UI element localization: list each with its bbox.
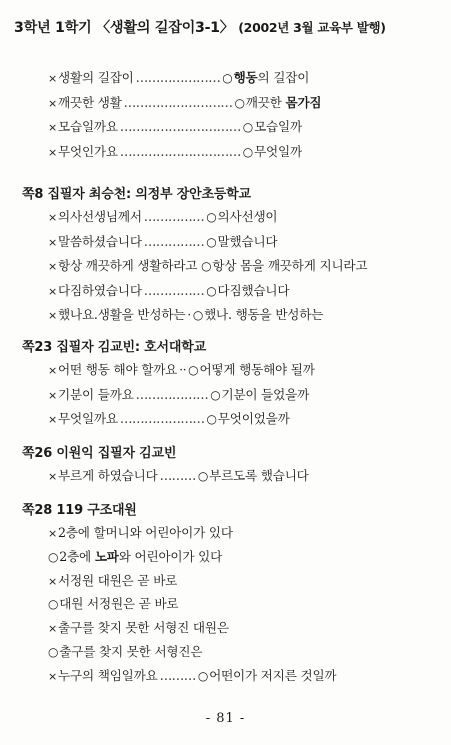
correction-row [48, 304, 323, 323]
line-text: 대원 서정원은 곧 바로 [59, 596, 179, 612]
wrong-mark: × [48, 364, 58, 377]
line-text-emphasis: 노파 [94, 548, 119, 564]
leader-dots: · [187, 307, 191, 322]
wrong-mark: × [48, 260, 58, 273]
wrong-mark: × [48, 309, 58, 322]
wrong-mark: × [48, 121, 58, 134]
correction-row [48, 255, 367, 274]
wrong-mark: × [48, 235, 58, 249]
leader-dots: ……… [159, 468, 196, 483]
wrong-text: 다짐하였습니다 [58, 282, 142, 298]
wrong-text: 기분이 들까요 [58, 386, 134, 402]
wrong-mark: × [48, 470, 58, 483]
statement-line [48, 617, 229, 636]
right-text-emphasis: 몸가짐 [285, 94, 322, 110]
leader-dots: ……… [159, 667, 196, 683]
correction-row [48, 359, 315, 378]
right-mark: ○ [206, 234, 217, 249]
right-text: 무엇일까 [254, 143, 302, 159]
right-text: 의 길잡이 [257, 70, 310, 85]
right-mark: ○ [48, 597, 59, 612]
correction-row [48, 141, 302, 160]
statement-line [48, 641, 202, 660]
leader-dots: ………………… [135, 70, 221, 85]
correction-row [48, 67, 309, 86]
right-mark: ○ [48, 645, 59, 659]
wrong-text: 무엇일까요 [58, 411, 118, 426]
line-text: 2층에 할머니와 어린아이가 있다 [58, 525, 233, 540]
correction-row [48, 384, 309, 403]
wrong-text: 의사선생님께서 [58, 209, 142, 224]
line-text: 2층에 [59, 548, 95, 564]
wrong-text: 무엇인가요 [58, 143, 118, 159]
section-heading-3: 쪽23 집필자 김교빈: 호서대학교 [22, 340, 206, 355]
right-text-emphasis: 행동 [233, 70, 258, 85]
right-text: 항상 몸을 깨끗하게 지니라고 [212, 258, 368, 273]
line-text: 출구를 찾지 못한 서형진 대원은 [58, 620, 229, 636]
correction-row [48, 92, 321, 111]
section-heading-5: 쪽28 119 구조대원 [22, 503, 137, 518]
statement-line [48, 522, 233, 541]
leader-dots: ………………………… [119, 143, 241, 159]
right-text: 모습일까 [254, 119, 302, 134]
wrong-mark: × [48, 527, 58, 540]
leader-dots: …………… [143, 233, 205, 249]
right-mark: ○ [206, 412, 217, 426]
header-title: 3학년 1학기 〈생활의 길잡이3-1〉 [14, 20, 234, 36]
right-text: 다짐했습니다 [217, 282, 290, 298]
leader-dots: ………………… [119, 411, 205, 426]
wrong-text: 생활의 길잡이 [58, 70, 134, 85]
correction-row [48, 280, 289, 299]
correction-row [48, 206, 277, 225]
right-text: 어떻게 행동해야 될까 [199, 362, 315, 377]
line-text: 와 어린아이가 있다 [118, 548, 223, 564]
section-heading-4: 쪽26 이원익 집필자 김교빈 [22, 446, 177, 461]
leader-dots: ·· [179, 362, 187, 377]
section-heading-2: 쪽8 집필자 최승천: 의정부 장안초등학교 [22, 187, 251, 202]
statement-line [48, 570, 177, 589]
leader-dots: ……………………… [123, 94, 233, 110]
leader-dots: …………… [143, 282, 205, 298]
correction-row [48, 408, 290, 427]
right-text: 의사선생이 [217, 209, 278, 224]
right-text: 말했습니다 [217, 233, 278, 249]
wrong-text: 항상 깨끗하게 생활하라고 [58, 258, 198, 273]
right-text: 기분이 들었을까 [221, 386, 310, 402]
right-mark: ○ [197, 668, 209, 683]
correction-row [48, 665, 336, 684]
right-mark: ○ [201, 259, 212, 273]
statement-line [48, 593, 178, 612]
line-text: 출구를 찾지 못한 서형진은 [59, 644, 203, 659]
leader-dots: …………… [143, 209, 205, 224]
right-mark: ○ [206, 210, 217, 224]
leader-dots: ……………… [135, 386, 209, 402]
wrong-text: 말씀하셨습니다 [58, 233, 142, 249]
right-mark: ○ [192, 308, 204, 322]
right-text: 무엇이었을까 [217, 411, 290, 426]
correction-row [48, 116, 302, 135]
right-mark: ○ [206, 283, 217, 298]
wrong-mark: × [48, 622, 58, 636]
right-text: 부르도록 했습니다 [209, 468, 309, 483]
right-mark: ○ [242, 120, 254, 134]
right-mark: ○ [188, 363, 199, 377]
wrong-mark: × [48, 72, 58, 85]
wrong-mark: × [48, 669, 58, 683]
right-text: 깨끗한 [245, 94, 286, 110]
right-mark: ○ [234, 95, 245, 110]
wrong-mark: × [48, 284, 58, 298]
right-mark: ○ [242, 144, 254, 159]
wrong-mark: × [48, 96, 58, 110]
wrong-text: 했나요.생활을 반성하는 [58, 307, 186, 322]
wrong-mark: × [48, 388, 58, 402]
page-header [14, 17, 444, 37]
wrong-text: 부르게 하였습니다 [58, 468, 158, 483]
right-mark: ○ [222, 71, 233, 85]
right-text: 했나. 행동을 반성하는 [204, 307, 324, 322]
right-mark: ○ [210, 387, 221, 402]
header-subtitle: (2002년 3월 교육부 발행) [238, 20, 386, 35]
right-mark: ○ [48, 549, 59, 564]
wrong-mark: × [48, 413, 58, 426]
wrong-mark: × [48, 211, 58, 224]
wrong-mark: × [48, 145, 58, 159]
leader-dots: ………………………… [119, 119, 241, 134]
wrong-text: 깨끗한 생활 [58, 94, 122, 110]
statement-line [48, 546, 222, 565]
correction-row [48, 231, 277, 250]
page-number: - 81 - [205, 711, 246, 726]
right-text: 어떤이가 저지른 것일까 [209, 667, 337, 683]
wrong-text: 누구의 책임일까요 [58, 667, 158, 683]
correction-row [48, 465, 309, 484]
line-text: 서정원 대원은 곧 바로 [58, 572, 178, 588]
right-mark: ○ [197, 469, 209, 483]
wrong-text: 모습일까요 [58, 119, 118, 134]
wrong-mark: × [48, 574, 58, 588]
wrong-text: 어떤 행동 해야 할까요 [58, 362, 178, 377]
